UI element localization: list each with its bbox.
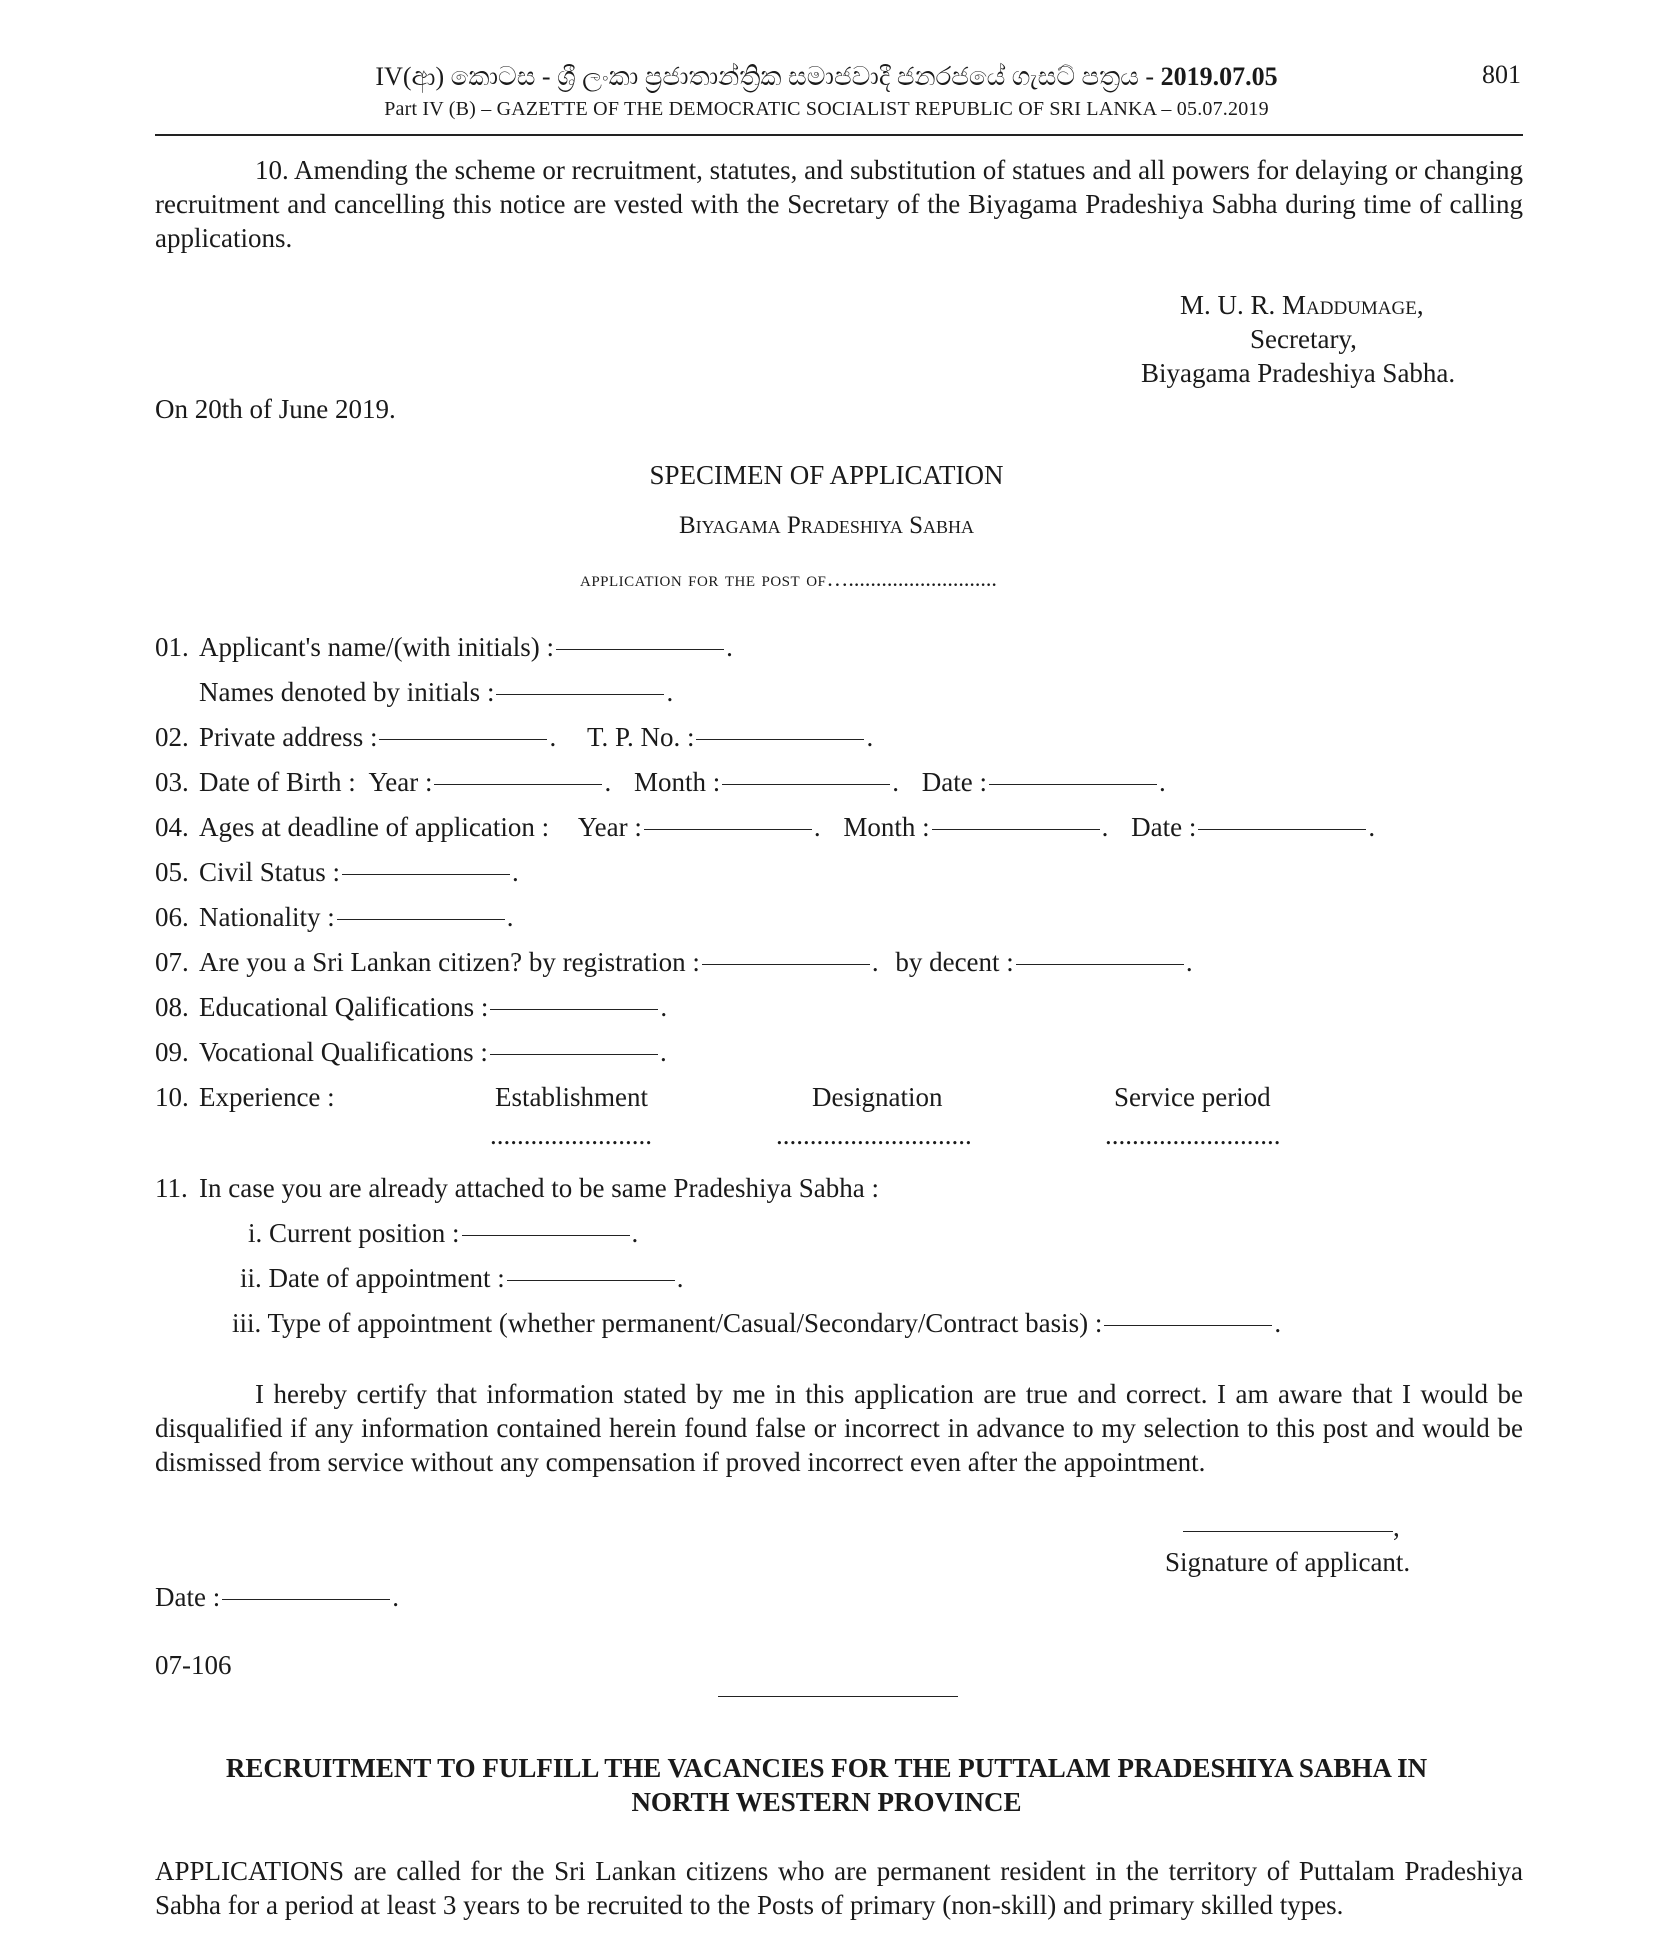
post-line [580,566,997,592]
certification-paragraph: I hereby certify that information stated by me in this application are true and correct. I am aware that I would be disqualified if any information contained herein found false or incorrect in advance to my selection to this post and would be dismissed from service without any compensation if proved incorrect even after the appointment. [155,1379,1523,1477]
appointment-date-field[interactable] [507,1280,675,1281]
attached-label: In case you are already attached to be same Pradeshiya Sabha : [199,1173,879,1203]
row-number: iii. [232,1308,262,1338]
notice-date: On 20th of June 2019. [155,394,396,424]
appointment-date-label: Date of appointment : [268,1263,505,1293]
education-field[interactable] [490,1009,658,1010]
registration-field[interactable] [702,964,870,965]
form-row-11-ii: ii. Date of appointment : . [240,1263,684,1293]
specimen-subtitle: Biyagama Pradeshiya Sabha [679,512,974,539]
establishment-field[interactable]: ........................ [490,1120,652,1150]
row-number: 06. [155,902,189,932]
date-field[interactable] [222,1599,390,1600]
education-label: Educational Qalifications : [199,992,489,1022]
clause-10-paragraph: 10. Amending the scheme or recruitment, statutes, and substitution of statues and all powers for delaying or changing recruitment and cancelling this notice are vested with the Secretary of the Biyagama Pradeshiya Sabha during time of calling applications. [155,155,1523,253]
dob-label: Date of Birth : [199,767,356,797]
vocational-field[interactable] [490,1054,658,1055]
post-line-label: application for the post of [580,566,827,591]
form-row-04: 04. Ages at deadline of application : Year : . Month : . Date : . [155,812,1376,842]
form-row-11 [155,1171,879,1205]
next-notice-body: APPLICATIONS are called for the Sri Lankan citizens who are permanent resident in the territory of Puttalam Pradeshiya Sabha for a period at least 3 years to be recruited to the Posts of primary (non-skill) and primary skilled types. [155,1856,1523,1920]
experience-col-designation: Designation [812,1082,943,1112]
age-year-label: Year : [577,812,642,842]
row-number: 04. [155,812,189,842]
row-number: ii. [240,1263,262,1293]
form-row-11-i: i. Current position : . [248,1218,639,1248]
age-date-field[interactable] [1198,829,1366,830]
row-number: 05. [155,857,189,887]
applicant-name-field[interactable] [556,649,724,650]
experience-label: Experience : [199,1082,335,1112]
post-line-dots: …........................... [826,566,997,591]
dob-year-label: Year : [368,767,433,797]
row-number: 08. [155,992,189,1022]
form-row-06: 06. Nationality : . [155,902,514,932]
initials-names-field[interactable] [496,694,664,695]
experience-col-service-period: Service period [1114,1082,1271,1112]
current-position-label: Current position : [269,1218,460,1248]
form-row-01b: Names denoted by initials : . [199,677,674,707]
age-date-label: Date : [1131,812,1197,842]
date-label: Date : [155,1582,221,1612]
next-notice-heading-line2: NORTH WESTERN PROVINCE [631,1787,1022,1817]
appointment-type-field[interactable] [1104,1325,1272,1326]
nationality-label: Nationality : [199,902,335,932]
row-number: 11. [155,1173,188,1203]
age-label: Ages at deadline of application : [199,812,550,842]
private-address-field[interactable] [379,739,547,740]
dob-month-field[interactable] [722,784,890,785]
form-row-01: 01. Applicant's name/(with initials) : . [155,632,733,662]
signature-comma: , [1393,1512,1400,1542]
row-number: 10. [155,1082,189,1112]
dob-month-label: Month : [633,767,721,797]
vocational-label: Vocational Qualifications : [199,1037,488,1067]
gazette-header-date: 2019.07.05 [1160,62,1278,91]
row-number: 03. [155,767,189,797]
signature-label: Signature of applicant. [1165,1547,1411,1577]
signatory-title: Secretary, [1250,324,1357,354]
page-number: 801 [1482,60,1521,89]
signature-field[interactable] [1183,1531,1393,1532]
row-number: 01. [155,632,189,662]
header-divider [155,134,1523,136]
dob-date-label: Date : [921,767,987,797]
signatory-name [1180,290,1424,321]
dob-year-field[interactable] [434,784,602,785]
date-row: Date : . [155,1582,399,1612]
specimen-title: SPECIMEN OF APPLICATION [649,460,1004,490]
row-number: 09. [155,1037,189,1067]
gazette-header-sinhala-text: IV(ආ) කොටස - ශ්‍රී ලංකා ප්‍රජාතාන්ත්‍රික සමාජවාදී ජනරජයේ ගැසට් පත්‍රය - [375,62,1161,91]
civil-status-field[interactable] [342,874,510,875]
row-number: i. [248,1218,263,1248]
form-row-10 [155,1080,335,1114]
reference-code: 07-106 [155,1650,232,1680]
private-address-label: Private address : [199,722,378,752]
decent-label: by decent : [895,947,1014,977]
row-number: 02. [155,722,189,752]
citizenship-label: Are you a Sri Lankan citizen? by registration : [199,947,700,977]
section-divider [718,1696,958,1697]
form-row-11-iii: iii. Type of appointment (whether permanent/Casual/Secondary/Contract basis) : . [232,1308,1282,1338]
current-position-field[interactable] [462,1235,630,1236]
row-number: 07. [155,947,189,977]
form-row-08: 08. Educational Qalifications : . [155,992,668,1022]
age-year-field[interactable] [644,829,812,830]
form-row-07: 07. Are you a Sri Lankan citizen? by registration : . by decent : . [155,947,1193,977]
age-month-field[interactable] [932,829,1100,830]
form-row-02: 02. Private address : . T. P. No. : . [155,722,874,752]
tp-no-field[interactable] [696,739,864,740]
service-period-field[interactable]: .......................... [1105,1120,1281,1150]
signatory-name-text: M. U. R. Maddumage, [1180,290,1424,320]
designation-field[interactable]: ............................. [776,1120,972,1150]
tp-no-label: T. P. No. : [586,722,695,752]
applicant-name-label: Applicant's name/(with initials) : [199,632,555,662]
experience-col-establishment: Establishment [495,1082,648,1112]
initials-names-label: Names denoted by initials : [199,677,495,707]
form-row-09: 09. Vocational Qualifications : . [155,1037,667,1067]
appointment-type-label: Type of appointment (whether permanent/Casual/Secondary/Contract basis) : [267,1308,1103,1338]
gazette-header-sinhala [0,62,1653,93]
age-month-label: Month : [843,812,930,842]
gazette-header-english: Part IV (B) – GAZETTE OF THE DEMOCRATIC SOCIALIST REPUBLIC OF SRI LANKA – 05.07.2019 [384,98,1269,120]
form-row-05: 05. Civil Status : . [155,857,519,887]
next-notice-heading-line1: RECRUITMENT TO FULFILL THE VACANCIES FOR THE PUTTALAM PRADESHIYA SABHA IN [225,1753,1428,1783]
civil-status-label: Civil Status : [199,857,341,887]
signatory-office: Biyagama Pradeshiya Sabha. [1141,358,1456,388]
form-row-03: 03. Date of Birth : Year : . Month : . Date : . [155,767,1166,797]
decent-field[interactable] [1016,964,1184,965]
nationality-field[interactable] [337,919,505,920]
dob-date-field[interactable] [989,784,1157,785]
